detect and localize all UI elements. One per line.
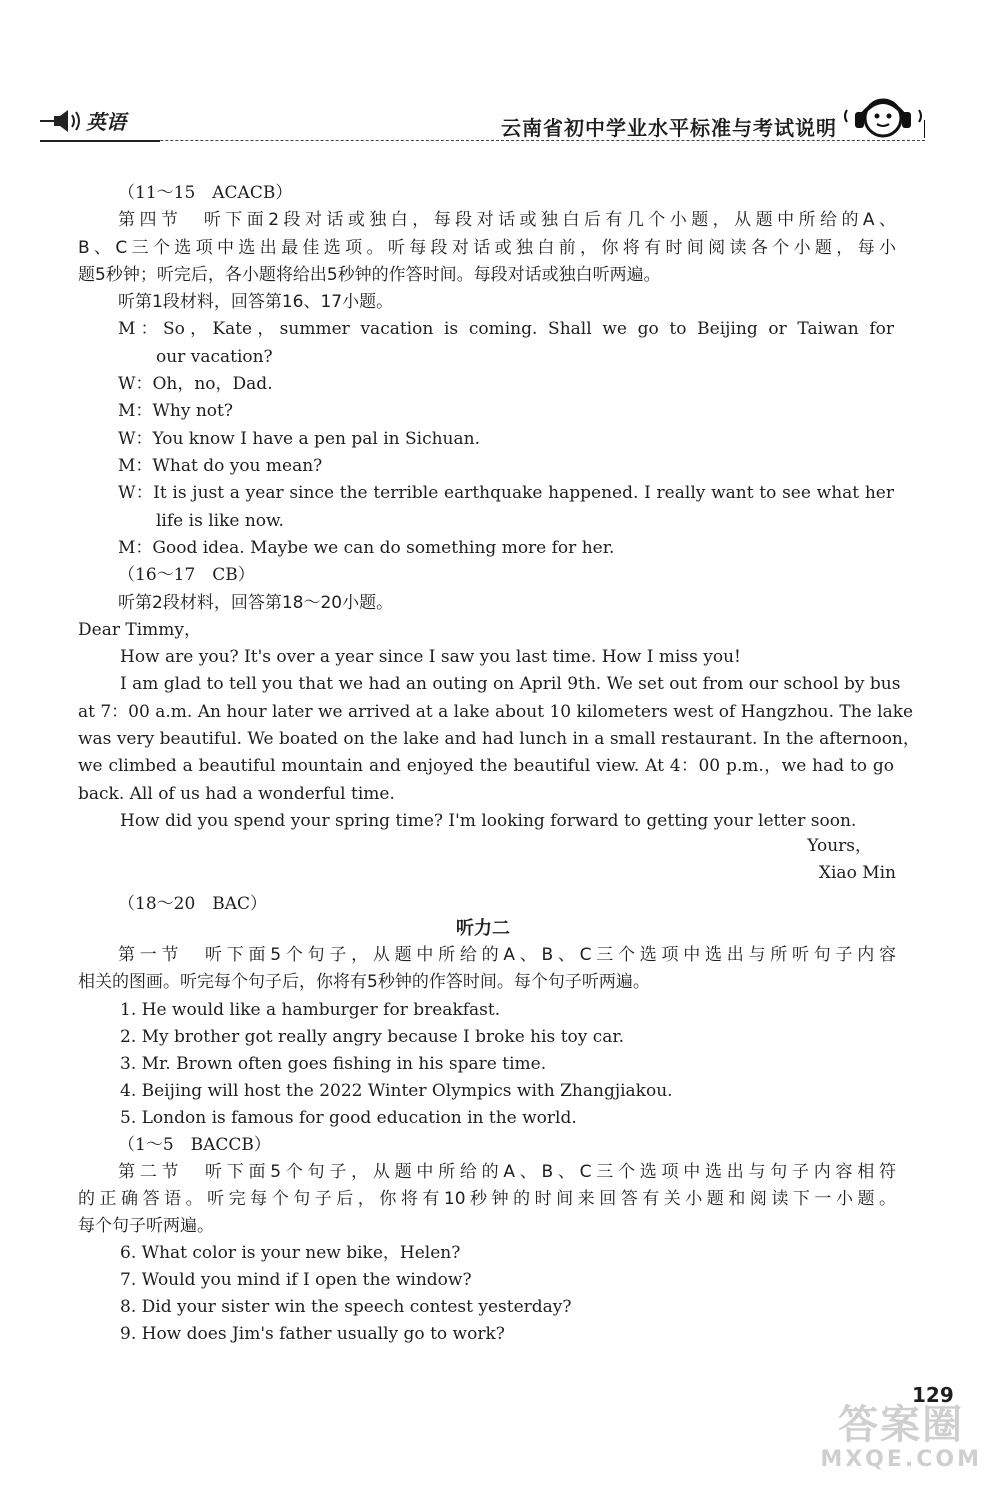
dialogue-line: W：You know I have a pen pal in Sichuan. [118,429,480,449]
dialogue-line: M：Why not? [118,401,233,421]
letter-signature: Xiao Min [818,863,896,883]
letter-paragraph: How are you? It's over a year since I saw you last time. How I miss you! [120,647,741,667]
section-2-instructions: 第二节 听下面5个句子，从题中所给的A、B、C三个选项中选出与句子内容相符 [118,1162,896,1182]
section-4-instructions: 第四节 听下面2段对话或独白，每段对话或独白后有几个小题，从题中所给的A、 [118,210,896,230]
letter-paragraph: we climbed a beautiful mountain and enjoyed the beautiful view. At 4：00 p.m.，we had to go [78,756,894,776]
page-number: 129 [912,1383,954,1407]
watermark-logo-text: 答案圈 [838,1402,965,1448]
answer-key-11-15: （11～15 ACACB） [118,183,293,203]
section-1-instructions: 相关的图画。听完每个句子后，你将有5秒钟的作答时间。每个句子听两遍。 [78,972,650,992]
watermark-site: MXQE.COM [820,1447,982,1472]
question-item: 4. Beijing will host the 2022 Winter Olympics with Zhangjiakou. [120,1081,673,1101]
answer-key-16-17: （16～17 CB） [118,565,255,585]
dialogue-line: life is like now. [156,511,284,531]
question-item: 1. He would like a hamburger for breakfast. [120,1000,501,1020]
letter-paragraph: at 7：00 a.m. An hour later we arrived at a lake about 10 kilometers west of Hangzhou. The lake [78,702,914,722]
question-item: 3. Mr. Brown often goes fishing in his spare time. [120,1054,547,1074]
section-heading-listening-2: 听力二 [456,918,510,939]
section-2-instructions: 每个句子听两遍。 [78,1216,214,1236]
header-title: 云南省初中学业水平标准与考试说明 [501,116,837,140]
section-4-instructions: B、C三个选项中选出最佳选项。听每段对话或独白前，你将有时间阅读各个小题，每小 [78,238,896,258]
letter-closing: Yours， [807,836,872,856]
question-item: 2. My brother got really angry because I broke his toy car. [120,1027,625,1047]
section-2-instructions: 的正确答语。听完每个句子后，你将有10秒钟的时间来回答有关小题和阅读下一小题。 [78,1189,896,1209]
question-item: 7. Would you mind if I open the window? [120,1270,472,1290]
section-1-instructions: 第一节 听下面5个句子，从题中所给的A、B、C三个选项中选出与所听句子内容 [118,945,896,965]
letter-paragraph: How did you spend your spring time? I'm looking forward to getting your letter soon. [120,811,857,831]
header-subject: 英语 [86,110,126,134]
letter-paragraph: I am glad to tell you that we had an outing on April 9th. We set out from our school by bus [120,674,901,694]
answer-key-1-5: （1～5 BACCB） [118,1135,271,1155]
question-item: 6. What color is your new bike，Helen? [120,1243,461,1263]
letter-salutation: Dear Timmy， [78,620,201,640]
dialogue-line: W：Oh，no，Dad. [118,374,273,394]
material-1-prompt: 听第1段材料，回答第16、17小题。 [118,292,394,312]
watermark [820,1403,982,1472]
answer-key-18-20: （18～20 BAC） [118,894,268,914]
material-2-prompt: 听第2段材料，回答第18～20小题。 [118,593,394,613]
dialogue-line: M：What do you mean? [118,456,323,476]
dialogue-line: M：So，Kate，summer vacation is coming. Shall we go to Beijing or Taiwan for [118,319,894,339]
section-4-instructions: 题5秒钟；听完后，各小题将给出5秒钟的作答时间。每段对话或独白听两遍。 [78,265,661,285]
question-item: 8. Did your sister win the speech contest yesterday? [120,1297,572,1317]
question-item: 5. London is famous for good education in the world. [120,1108,577,1128]
dialogue-line: our vacation? [156,347,273,367]
question-item: 9. How does Jim's father usually go to work? [120,1324,505,1344]
letter-paragraph: was very beautiful. We boated on the lake and had lunch in a small restaurant. In the afternoon， [78,729,920,749]
dialogue-line: W：It is just a year since the terrible earthquake happened. I really want to see what her [118,483,894,503]
dialogue-line: M：Good idea. Maybe we can do something more for her. [118,538,615,558]
letter-paragraph: back. All of us had a wonderful time. [78,784,395,804]
